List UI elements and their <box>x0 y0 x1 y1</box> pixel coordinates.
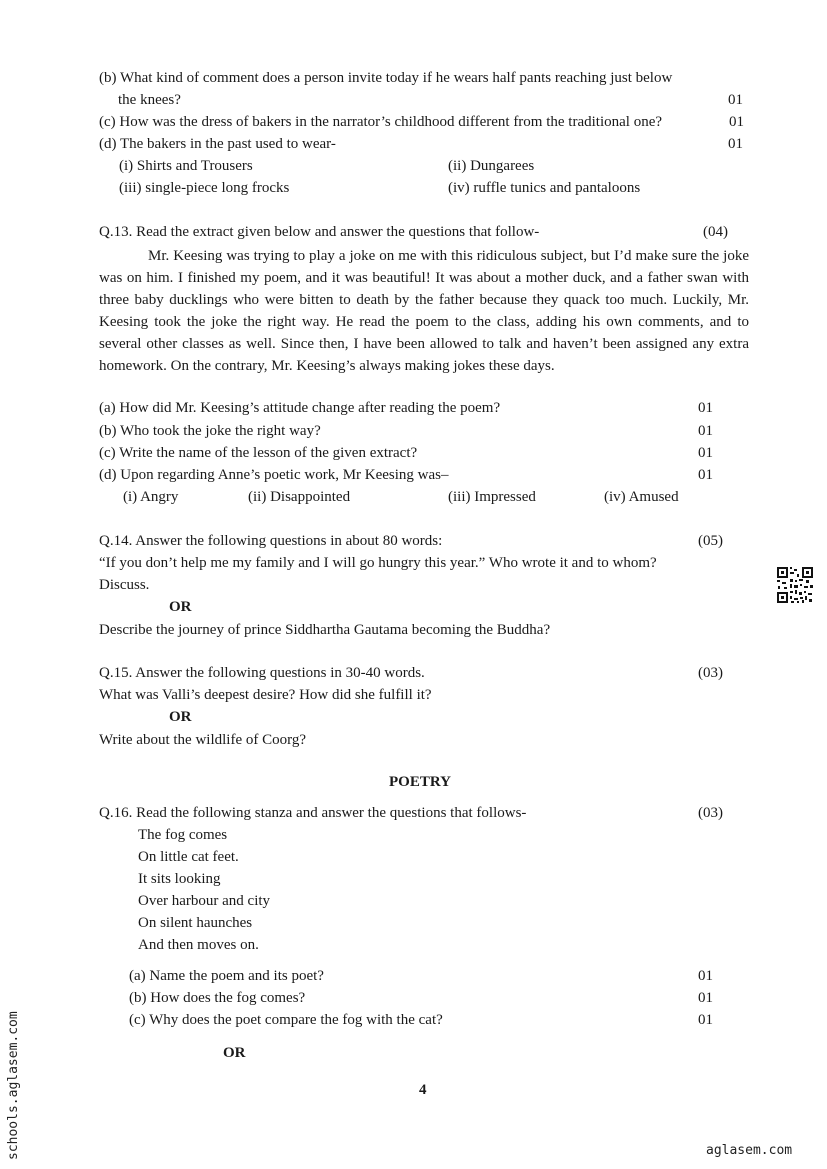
q12-option-4: (iv) ruffle tunics and pantaloons <box>448 180 641 196</box>
q16-marks: (03) <box>698 805 723 821</box>
section-heading: POETRY <box>389 774 451 790</box>
stanza-line-2: On little cat feet. <box>138 849 239 865</box>
q12-option-2: (ii) Dungarees <box>448 158 535 174</box>
q13-b-marks: 01 <box>698 423 713 439</box>
q14-question-line1: “If you don’t help me my family and I will go hungry this year.” Who wrote it and to whom? <box>99 555 657 571</box>
stanza-line-6: And then moves on. <box>138 937 259 953</box>
q14-alt: Describe the journey of prince Siddhartha Gautama becoming the Buddha? <box>99 622 551 638</box>
stanza-line-3: It sits looking <box>138 871 221 887</box>
q13-title: Q.13. Read the extract given below and answer the questions that follow- <box>99 224 540 240</box>
q12-d: (d) The bakers in the past used to wear- <box>99 136 336 152</box>
q13-b: (b) Who took the joke the right way? <box>99 423 321 439</box>
qr-code-icon <box>776 566 814 604</box>
q16-b-marks: 01 <box>698 990 713 1006</box>
footer-watermark: aglasem.com <box>706 1143 793 1158</box>
q13-option-4: (iv) Amused <box>604 489 679 505</box>
q12-b-line2: the knees? <box>118 92 181 108</box>
q16-c: (c) Why does the poet compare the fog with the cat? <box>129 1012 443 1028</box>
side-watermark: schools.aglasem.com <box>6 1011 21 1160</box>
q13-d: (d) Upon regarding Anne’s poetic work, Mr Keesing was– <box>99 467 449 483</box>
q12-option-3: (iii) single-piece long frocks <box>119 180 290 196</box>
q16-or: OR <box>223 1045 246 1061</box>
stanza-line-5: On silent haunches <box>138 915 253 931</box>
q13-d-marks: 01 <box>698 467 713 483</box>
q12-b-line1: (b) What kind of comment does a person invite today if he wears half pants reaching just below <box>99 70 673 86</box>
q13-marks: (04) <box>703 224 728 240</box>
q16-a-marks: 01 <box>698 968 713 984</box>
q13-extract <box>99 245 749 377</box>
q16-c-marks: 01 <box>698 1012 713 1028</box>
q15-question: What was Valli’s deepest desire? How did she fulfill it? <box>99 687 432 703</box>
page-number: 4 <box>419 1082 427 1098</box>
q12-c: (c) How was the dress of bakers in the narrator’s childhood different from the traditional one? <box>99 114 663 130</box>
q12-d-marks: 01 <box>728 136 743 152</box>
stanza-line-1: The fog comes <box>138 827 228 843</box>
q12-c-marks: 01 <box>729 114 744 130</box>
q14-marks: (05) <box>698 533 723 549</box>
q13-c: (c) Write the name of the lesson of the given extract? <box>99 445 418 461</box>
q15-title: Q.15. Answer the following questions in 30-40 words. <box>99 665 425 681</box>
q13-option-1: (i) Angry <box>123 489 179 505</box>
q13-a: (a) How did Mr. Keesing’s attitude change after reading the poem? <box>99 400 501 416</box>
q12-b-marks: 01 <box>728 92 743 108</box>
q15-alt: Write about the wildlife of Coorg? <box>99 732 306 748</box>
q14-or: OR <box>169 599 192 615</box>
q16-a: (a) Name the poem and its poet? <box>129 968 324 984</box>
q15-or: OR <box>169 709 192 725</box>
q16-b: (b) How does the fog comes? <box>129 990 306 1006</box>
q14-title: Q.14. Answer the following questions in about 80 words: <box>99 533 443 549</box>
q13-extract-text: Mr. Keesing was trying to play a joke on me with this ridiculous subject, but I’d make sure the joke was on him. I finished my poem, and it was beautiful! It was about a mother duck, and a father swan with three baby ducklings who were bitten to death by the father because they quack too much. Luckily, Mr. Keesing took the joke the right way. He read the poem to the class, adding his own comments, and to several other classes as well. Since then, I have been allowed to talk and haven’t been assigned any extra homework. On the contrary, Mr. Keesing’s always making jokes these days. <box>99 248 749 374</box>
q15-marks: (03) <box>698 665 723 681</box>
q13-option-3: (iii) Impressed <box>448 489 536 505</box>
q13-a-marks: 01 <box>698 400 713 416</box>
q16-title: Q.16. Read the following stanza and answer the questions that follows- <box>99 805 527 821</box>
q13-option-2: (ii) Disappointed <box>248 489 351 505</box>
stanza-line-4: Over harbour and city <box>138 893 271 909</box>
q12-option-1: (i) Shirts and Trousers <box>119 158 253 174</box>
q13-c-marks: 01 <box>698 445 713 461</box>
q14-question-line2: Discuss. <box>99 577 150 593</box>
